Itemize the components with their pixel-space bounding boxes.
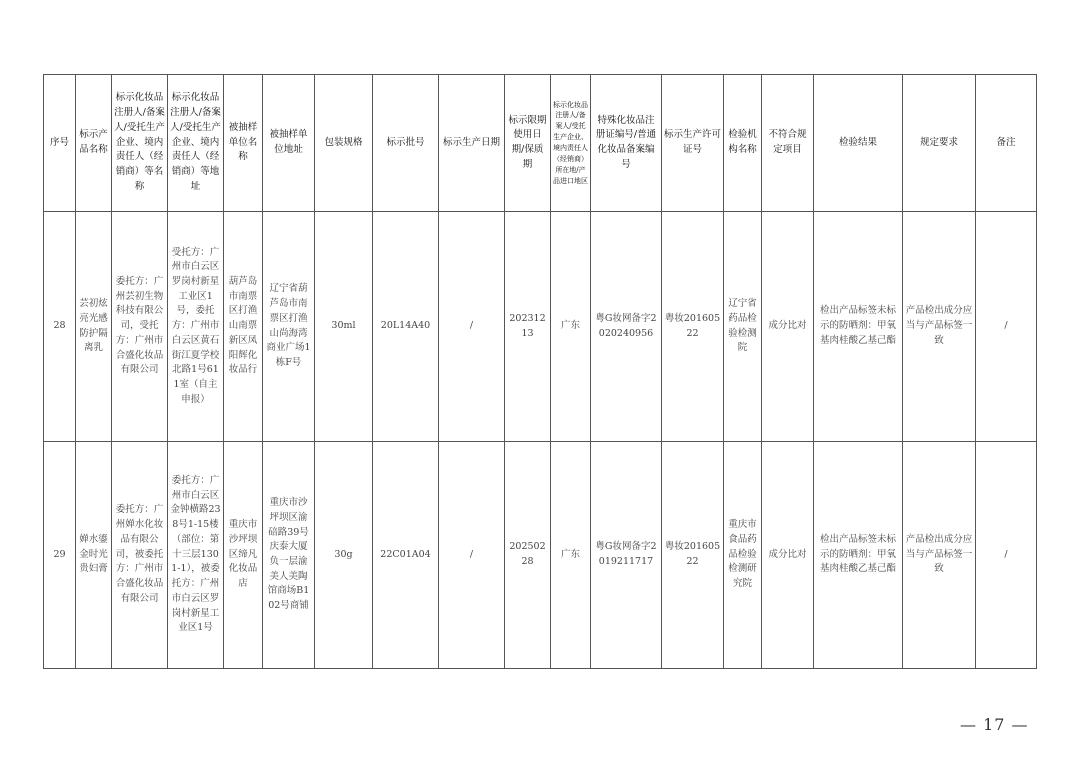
cell-remark: / [976, 442, 1037, 669]
cell-license: 粤妆20160522 [662, 442, 724, 669]
cell-batch: 22C01A04 [373, 442, 439, 669]
cell-result: 检出产品标签未标示的防晒剂：甲氧基肉桂酸乙基己酯 [814, 442, 903, 669]
header-sampled-unit: 被抽样单位名称 [224, 75, 263, 212]
cell-spec: 30g [315, 442, 373, 669]
header-noncompliant-item: 不符合规定项目 [762, 75, 814, 212]
cell-requirement: 产品检出成分应当与产品标签一致 [903, 442, 976, 669]
cell-result: 检出产品标签未标示的防晒剂：甲氧基肉桂酸乙基己酯 [814, 212, 903, 442]
cell-production-date: / [439, 442, 505, 669]
header-spec: 包装规格 [315, 75, 373, 212]
header-registrant-address: 标示化妆品注册人/备案人/受托生产企业、境内责任人（经销商）等地址 [168, 75, 224, 212]
header-registrant: 标示化妆品注册人/备案人/受托生产企业、境内责任人（经销商）等名称 [112, 75, 168, 212]
cell-sampled-unit: 葫芦岛市南票区打渔山南票新区凤阳辉化妆品行 [224, 212, 263, 442]
header-product: 标示产品名称 [76, 75, 112, 212]
table-row [44, 212, 1037, 442]
cell-noncompliant-item: 成分比对 [762, 212, 814, 442]
cell-registration-number: 粤G妆网备字2019211717 [591, 442, 662, 669]
cell-registrant-address: 委托方：广州市白云区金钟横路238号1-15楼（部位：第十三层1301-1），被委托方：广州市白云区罗岗村新星工业区1号 [168, 442, 224, 669]
header-origin: 标示化妆品注册人/备案人/受托生产企业、境内责任人（经销商）所在地/产品进口地区 [551, 75, 591, 212]
header-remark: 备注 [976, 75, 1037, 212]
cell-expiry: 20250228 [505, 442, 551, 669]
inspection-table [43, 74, 1037, 669]
header-registration-number: 特殊化妆品注册证编号/普通化妆品备案编号 [591, 75, 662, 212]
cell-requirement: 产品检出成分应当与产品标签一致 [903, 212, 976, 442]
header-result: 检验结果 [814, 75, 903, 212]
cell-registrant-address: 受托方：广州市白云区罗岗村新星工业区1号，委托方：广州市白云区黄石街江夏学校北路1号611室（自主申报） [168, 212, 224, 442]
cell-product: 婵水鎏金时光贵妇膏 [76, 442, 112, 669]
cell-sampled-address: 重庆市沙坪坝区渝碚路39号庆泰大厦负一层渝美人美陶馆商场B102号商铺 [263, 442, 315, 669]
cell-registration-number: 粤G妆网备字2020240956 [591, 212, 662, 442]
header-requirement: 规定要求 [903, 75, 976, 212]
cell-remark: / [976, 212, 1037, 442]
cell-lab: 辽宁省药品检验检测院 [724, 212, 762, 442]
cell-product: 芸初炫亮光感防护隔离乳 [76, 212, 112, 442]
header-license: 标示生产许可证号 [662, 75, 724, 212]
cell-seq: 29 [44, 442, 76, 669]
header-sampled-address: 被抽样单位地址 [263, 75, 315, 212]
cell-expiry: 20231213 [505, 212, 551, 442]
cell-sampled-address: 辽宁省葫芦岛市南票区打渔山尚海湾商业广场1栋F号 [263, 212, 315, 442]
cell-sampled-unit: 重庆市沙坪坝区缔凡化妆品店 [224, 442, 263, 669]
cell-registrant: 委托方：广州芸初生物科技有限公司，受托方：广州市合盛化妆品有限公司 [112, 212, 168, 442]
table-header-row [44, 75, 1037, 212]
cell-lab: 重庆市食品药品检验检测研究院 [724, 442, 762, 669]
cell-spec: 30ml [315, 212, 373, 442]
cell-origin: 广东 [551, 442, 591, 669]
header-expiry: 标示限期使用日期/保质期 [505, 75, 551, 212]
page-number: — 17 — [960, 715, 1029, 734]
cell-origin: 广东 [551, 212, 591, 442]
cell-registrant: 委托方：广州婵水化妆品有限公司，被委托方：广州市合盛化妆品有限公司 [112, 442, 168, 669]
cell-batch: 20L14A40 [373, 212, 439, 442]
cell-noncompliant-item: 成分比对 [762, 442, 814, 669]
cell-license: 粤妆20160522 [662, 212, 724, 442]
header-seq: 序号 [44, 75, 76, 212]
header-lab: 检验机构名称 [724, 75, 762, 212]
cell-seq: 28 [44, 212, 76, 442]
header-batch: 标示批号 [373, 75, 439, 212]
header-production-date: 标示生产日期 [439, 75, 505, 212]
cell-production-date: / [439, 212, 505, 442]
table-row [44, 442, 1037, 669]
